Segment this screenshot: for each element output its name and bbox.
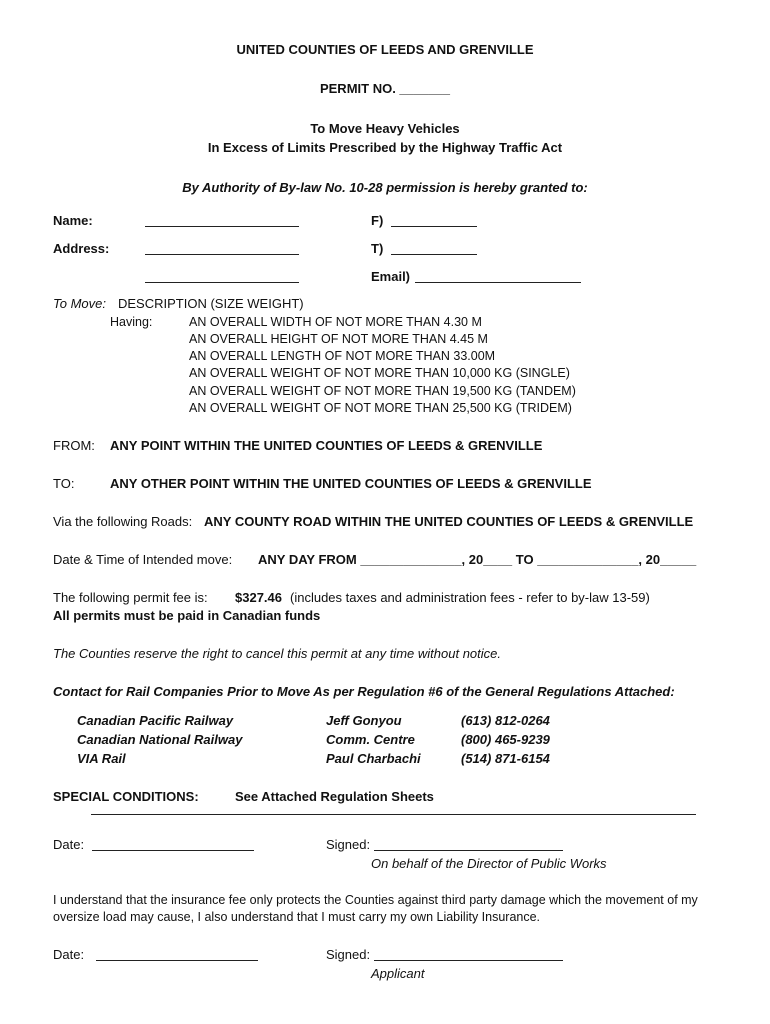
canadian-funds-note: All permits must be paid in Canadian funds <box>53 608 321 623</box>
email-label: Email) <box>371 269 411 284</box>
rail-contact-person: Jeff Gonyou <box>326 713 402 728</box>
insurance-text-line1: I understand that the insurance fee only protects the Counties against third party damage which the movement of my <box>53 893 698 907</box>
date-field[interactable] <box>92 850 254 851</box>
fee-note: (includes taxes and administration fees - refer to by-law 13-59) <box>290 590 650 605</box>
applicant-signature-field[interactable] <box>374 960 563 961</box>
to-value: ANY OTHER POINT WITHIN THE UNITED COUNTIES OF LEEDS & GRENVILLE <box>110 476 592 491</box>
address-field-line2[interactable] <box>145 282 299 283</box>
applicant-date-label: Date: <box>53 947 85 962</box>
move-description: DESCRIPTION (SIZE WEIGHT) <box>118 296 304 311</box>
to-move-label: To Move: <box>53 296 106 311</box>
document-title: To Move Heavy Vehicles <box>310 121 460 136</box>
limit-item: AN OVERALL WEIGHT OF NOT MORE THAN 25,500 KG (TRIDEM) <box>189 401 572 415</box>
date-time-value: ANY DAY FROM ______________, 20____ TO ______________, 20_____ <box>258 552 697 567</box>
fee-amount: $327.46 <box>235 590 282 605</box>
date-label: Date: <box>53 837 85 852</box>
signed-label: Signed: <box>326 837 371 852</box>
applicant-date-field[interactable] <box>96 960 258 961</box>
via-label: Via the following Roads: <box>53 514 193 529</box>
to-label: TO: <box>53 476 75 491</box>
director-caption: On behalf of the Director of Public Works <box>371 856 607 871</box>
rail-contact-phone: (514) 871-6154 <box>461 751 550 766</box>
rail-contact-phone: (613) 812-0264 <box>461 713 550 728</box>
limit-item: AN OVERALL HEIGHT OF NOT MORE THAN 4.45 M <box>189 332 488 346</box>
applicant-signed-label: Signed: <box>326 947 371 962</box>
email-field[interactable] <box>415 282 581 283</box>
rail-company: Canadian Pacific Railway <box>77 713 234 728</box>
applicant-caption: Applicant <box>371 966 425 981</box>
fax-label: F) <box>371 213 384 228</box>
special-conditions-value: See Attached Regulation Sheets <box>235 789 434 804</box>
rail-company: Canadian National Railway <box>77 732 243 747</box>
address-label: Address: <box>53 241 110 256</box>
address-field-line1[interactable] <box>145 254 299 255</box>
from-label: FROM: <box>53 438 95 453</box>
authority-statement: By Authority of By-law No. 10-28 permission is hereby granted to: <box>182 180 588 195</box>
cancel-notice: The Counties reserve the right to cancel this permit at any time without notice. <box>53 646 501 661</box>
name-label: Name: <box>53 213 93 228</box>
signature-field[interactable] <box>374 850 563 851</box>
limit-item: AN OVERALL LENGTH OF NOT MORE THAN 33.00M <box>189 349 496 363</box>
limit-item: AN OVERALL WEIGHT OF NOT MORE THAN 19,500 KG (TANDEM) <box>189 384 576 398</box>
rail-contact-heading: Contact for Rail Companies Prior to Move As per Regulation #6 of the General Regulations Attached: <box>53 684 675 699</box>
rail-contact-person: Comm. Centre <box>326 732 415 747</box>
tel-label: T) <box>371 241 384 256</box>
permit-number: PERMIT NO. _______ <box>319 81 451 96</box>
org-heading: UNITED COUNTIES OF LEEDS AND GRENVILLE <box>236 42 534 57</box>
rail-company: VIA Rail <box>77 751 126 766</box>
fee-label: The following permit fee is: <box>53 590 208 605</box>
special-conditions-label: SPECIAL CONDITIONS: <box>53 789 199 804</box>
rail-contact-phone: (800) 465-9239 <box>461 732 550 747</box>
fax-field[interactable] <box>391 226 477 227</box>
tel-field[interactable] <box>391 254 477 255</box>
via-value: ANY COUNTY ROAD WITHIN THE UNITED COUNTIES OF LEEDS & GRENVILLE <box>204 514 694 529</box>
document-subtitle: In Excess of Limits Prescribed by the Highway Traffic Act <box>207 140 563 155</box>
from-value: ANY POINT WITHIN THE UNITED COUNTIES OF LEEDS & GRENVILLE <box>110 438 543 453</box>
limit-item: AN OVERALL WIDTH OF NOT MORE THAN 4.30 M <box>189 315 482 329</box>
insurance-text-line2: oversize load may cause, I also understand that I must carry my own Liability Insurance. <box>53 910 541 924</box>
rail-contact-person: Paul Charbachi <box>326 751 421 766</box>
having-label: Having: <box>110 315 153 329</box>
section-divider <box>91 814 696 815</box>
limit-item: AN OVERALL WEIGHT OF NOT MORE THAN 10,000 KG (SINGLE) <box>189 366 570 380</box>
name-field[interactable] <box>145 226 299 227</box>
date-time-label: Date & Time of Intended move: <box>53 552 233 567</box>
